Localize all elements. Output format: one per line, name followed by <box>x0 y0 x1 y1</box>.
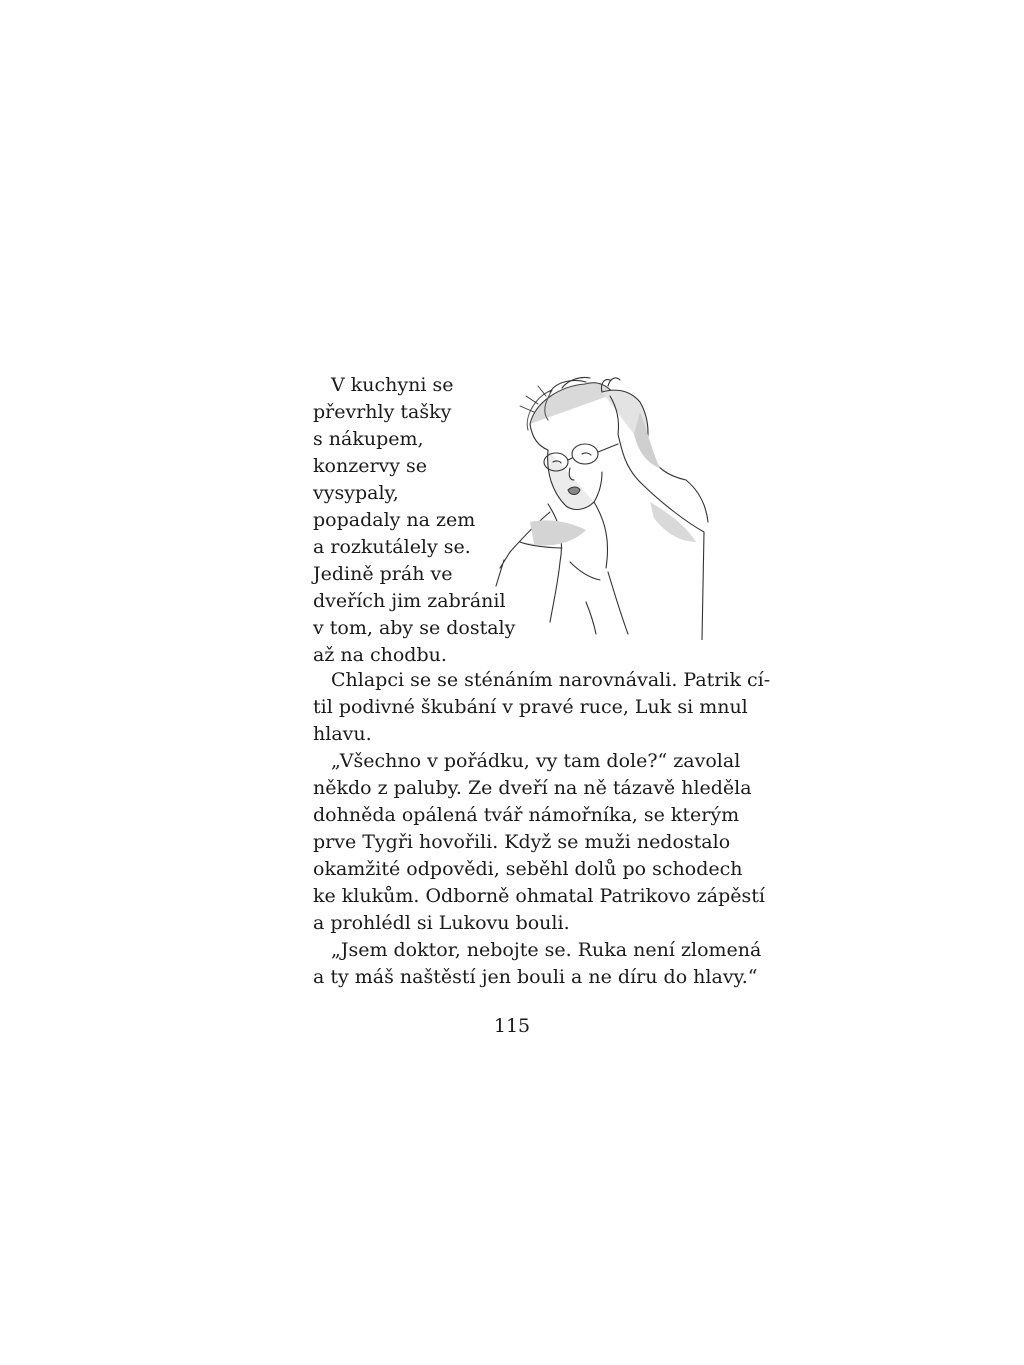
text-line: s nákupem, <box>313 428 424 450</box>
text-line: V kuchyni se <box>331 374 454 396</box>
text-line: vysypaly, <box>313 482 399 504</box>
text-line: „Jsem doktor, nebojte se. Ruka není zlomená <box>331 939 762 961</box>
text-line: převrhly tašky <box>313 401 452 423</box>
text-line: v tom, aby se dostaly <box>313 617 516 639</box>
text-line: dveřích jim zabránil <box>313 590 506 612</box>
text-line: okamžité odpovědi, seběhl dolů po schodech <box>313 858 743 880</box>
text-line: ke klukům. Odborně ohmatal Patrikovo zápěstí <box>313 885 765 907</box>
text-line: Chlapci se se sténáním narovnávali. Patrik cí- <box>331 669 771 691</box>
text-line: a prohlédl si Lukovu bouli. <box>313 912 570 934</box>
text-line: Jedině práh ve <box>313 563 453 585</box>
page-number: 115 <box>493 1015 531 1037</box>
text-line: konzervy se <box>313 455 428 477</box>
text-line: popadaly na zem <box>313 509 476 531</box>
text-line: til podivné škubání v pravé ruce, Luk si mnul <box>313 696 748 718</box>
text-line: „Všechno v pořádku, vy tam dole?“ zavolal <box>331 750 741 772</box>
text-line: někdo z paluby. Ze dveří na ně tázavě hleděla <box>313 777 752 799</box>
text-line: až na chodbu. <box>313 644 447 666</box>
boy-illustration <box>490 372 712 640</box>
text-line: a rozkutálely se. <box>313 536 471 558</box>
text-line: a ty máš naštěstí jen bouli a ne díru do hlavy.“ <box>313 966 758 988</box>
text-line: prve Tygři hovořili. Když se muži nedostalo <box>313 831 731 853</box>
text-line: hlavu. <box>313 723 372 745</box>
text-line: dohněda opálená tvář námořníka, se kterým <box>313 804 740 826</box>
